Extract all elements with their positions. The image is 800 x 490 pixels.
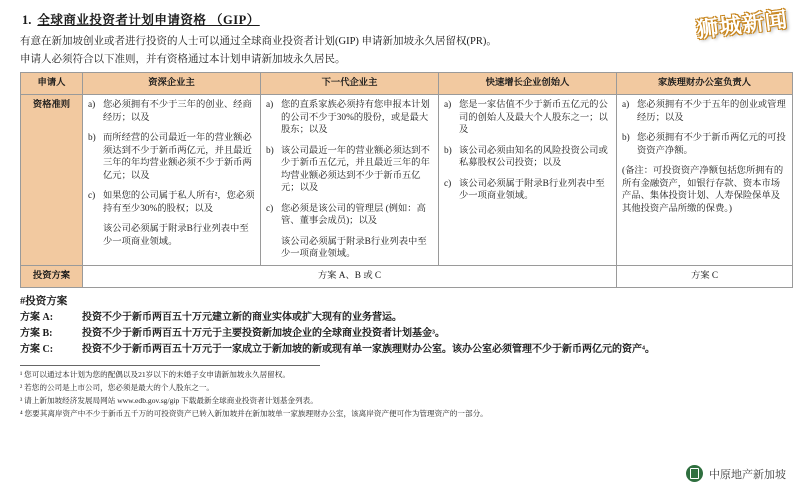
list-item [88, 99, 255, 124]
intro-paragraph-1: 有意在新加坡创业或者进行投资的人士可以通过全球商业投资者计划(GIP) 申请新加坡永久居留权(PR)。 [20, 36, 497, 47]
list-marker: b) [88, 133, 96, 144]
table-plan-row [21, 266, 793, 288]
heading-title: 全球商业投资者计划申请资格 （GIP） [37, 13, 260, 27]
list-text: 该公司必须由知名的风险投资公司或私募股权公司投资；以及 [459, 145, 608, 169]
list-item [88, 190, 255, 215]
plan-c-text: 投资不少于新币两百五十万元于一家成立于新加坡的新或现有单一家族理财办公室。该办公室必须管理不少于新币两亿元的资产⁴。 [82, 344, 655, 356]
plan-b-text: 投资不少于新币两百五十万元于主要投资新加坡企业的全球商业投资者计划基金³。 [82, 328, 445, 340]
list-text: 该公司最近一年的营业额必须达到不少于新币五亿元，并且最近三年的年均营业额必须达到不少于新币五亿元；以及 [281, 145, 430, 194]
family-office-note: (备注：可投资资产净额包括您所拥有的所有金融资产，如银行存款、资本市场产品、集体投资计划、人寿保险保单及其他投资产品所缴的保费。) [622, 166, 784, 214]
footnote-divider [20, 365, 320, 366]
plan-a-line [20, 310, 786, 325]
list-item [444, 178, 611, 203]
list-marker: b) [444, 145, 452, 156]
list-text: 而所经营的公司最近一年的营业额必须达到不少于新币两亿元，并且最近三年的年均营业额必须不少于新币两亿元；以及 [103, 133, 252, 181]
intro-paragraph-2: 申请人必须符合以下准则，并有资格通过本计划申请新加坡永久居民。 [20, 54, 346, 66]
plan-cell-c: 方案 C [617, 266, 793, 288]
plan-c-line [20, 342, 786, 357]
plan-cell-abc: 方案 A、B 或 C [83, 266, 617, 288]
list-text: 您必须拥有不少于三年的创业、经商经历；以及 [103, 99, 252, 123]
footnote-4: ⁴ 您要其离岸资产中不少于新币五千万的可投资资产已转入新加坡并在新加坡单一家族理财办公室，该离岸资产便可作为管理资产的一部分。 [20, 408, 488, 418]
header-senior-business-owner: 资深企业主 [83, 73, 261, 95]
list-marker: a) [444, 99, 452, 110]
footnote-2: ² 若您的公司是上市公司，您必须是最大的个人股东之一。 [20, 383, 215, 393]
list-item [266, 236, 433, 261]
list-marker: a) [266, 99, 274, 110]
header-applicant: 申请人 [21, 73, 83, 95]
list-item [444, 99, 611, 137]
investment-plans-section [20, 294, 786, 358]
table-criteria-row [21, 94, 793, 265]
list-item [622, 99, 787, 124]
plan-a-text: 投资不少于新币两百五十万元建立新的商业实体或扩大现有的业务营运。 [82, 312, 402, 324]
watermark-text: 狮城新闻 [695, 7, 790, 44]
header-fast-growth-founder: 快速增长企业创始人 [439, 73, 617, 95]
list-item [88, 132, 255, 182]
heading-number: 1. [22, 13, 32, 27]
list-text: 您必须拥有不少于五年的创业或管理经历；以及 [637, 99, 786, 123]
page-title [22, 10, 786, 28]
list-item [266, 145, 433, 195]
list-text: 您必须拥有不少于新币两亿元的可投资资产净额。 [637, 133, 786, 156]
list-marker: c) [88, 191, 96, 202]
table-header-row [21, 73, 793, 95]
list-marker: b) [266, 145, 274, 156]
eligibility-table [20, 72, 793, 287]
investment-plans-title: #投资方案 [20, 295, 68, 307]
list-text: 该公司必须属于附录B行业列表中至少一项商业领域。 [281, 236, 427, 260]
list-text: 该公司必须属于附录B行业列表中至少一项商业领域。 [103, 224, 249, 247]
criteria-cell-family-office-principal [617, 94, 793, 265]
list-marker: c) [266, 203, 274, 214]
plan-b-line [20, 326, 786, 341]
plan-a-name: 方案 A: [20, 312, 54, 324]
brand-name: 中原地产新加坡 [709, 467, 786, 481]
footnote-1: ¹ 您可以通过本计划为您的配偶以及21岁以下的未婚子女申请新加坡永久居留权。 [20, 370, 290, 380]
criteria-cell-fast-growth-founder [439, 94, 617, 265]
list-item [444, 145, 611, 170]
list-text: 您是一家估值不少于新币五亿元的公司的创始人及最大个人股东之一；以及 [459, 99, 608, 136]
list-item [622, 132, 787, 157]
brand-footer [686, 465, 786, 482]
criteria-cell-senior-business-owner [83, 94, 261, 265]
header-next-gen-business-owner: 下一代企业主 [261, 73, 439, 95]
footnote-3: ³ 请上新加坡经济发展局网站 www.edb.gov.sg/gip 下载最新全球商业投资者计划基金列表。 [20, 395, 318, 405]
footnotes [20, 369, 786, 419]
plan-c-name: 方案 C: [20, 344, 54, 356]
list-marker: b) [622, 133, 630, 144]
list-item [88, 223, 255, 248]
list-item [266, 203, 433, 228]
list-marker: a) [622, 99, 630, 110]
list-marker: c) [444, 178, 452, 189]
plan-label: 投资方案 [21, 266, 83, 288]
list-text: 该公司必须属于附录B行业列表中至少一项商业领域。 [459, 178, 605, 202]
green-house-logo-icon [686, 465, 703, 482]
list-text: 您的直系家族必须持有您申报本计划的公司不少于30%的股份，或是最大股东；以及 [281, 99, 430, 136]
criteria-cell-next-gen-business-owner [261, 94, 439, 265]
list-text: 您必须是该公司的管理层 (例如：高管、董事会成员)；以及 [281, 203, 426, 227]
plan-b-name: 方案 B: [20, 328, 53, 340]
criteria-label: 资格准则 [21, 94, 83, 265]
header-family-office-principal: 家族理财办公室负责人 [617, 73, 793, 95]
list-item [266, 99, 433, 137]
list-marker: a) [88, 99, 96, 110]
list-text: 如果您的公司属于私人所有²，您必须持有至少30%的股权；以及 [103, 191, 255, 214]
